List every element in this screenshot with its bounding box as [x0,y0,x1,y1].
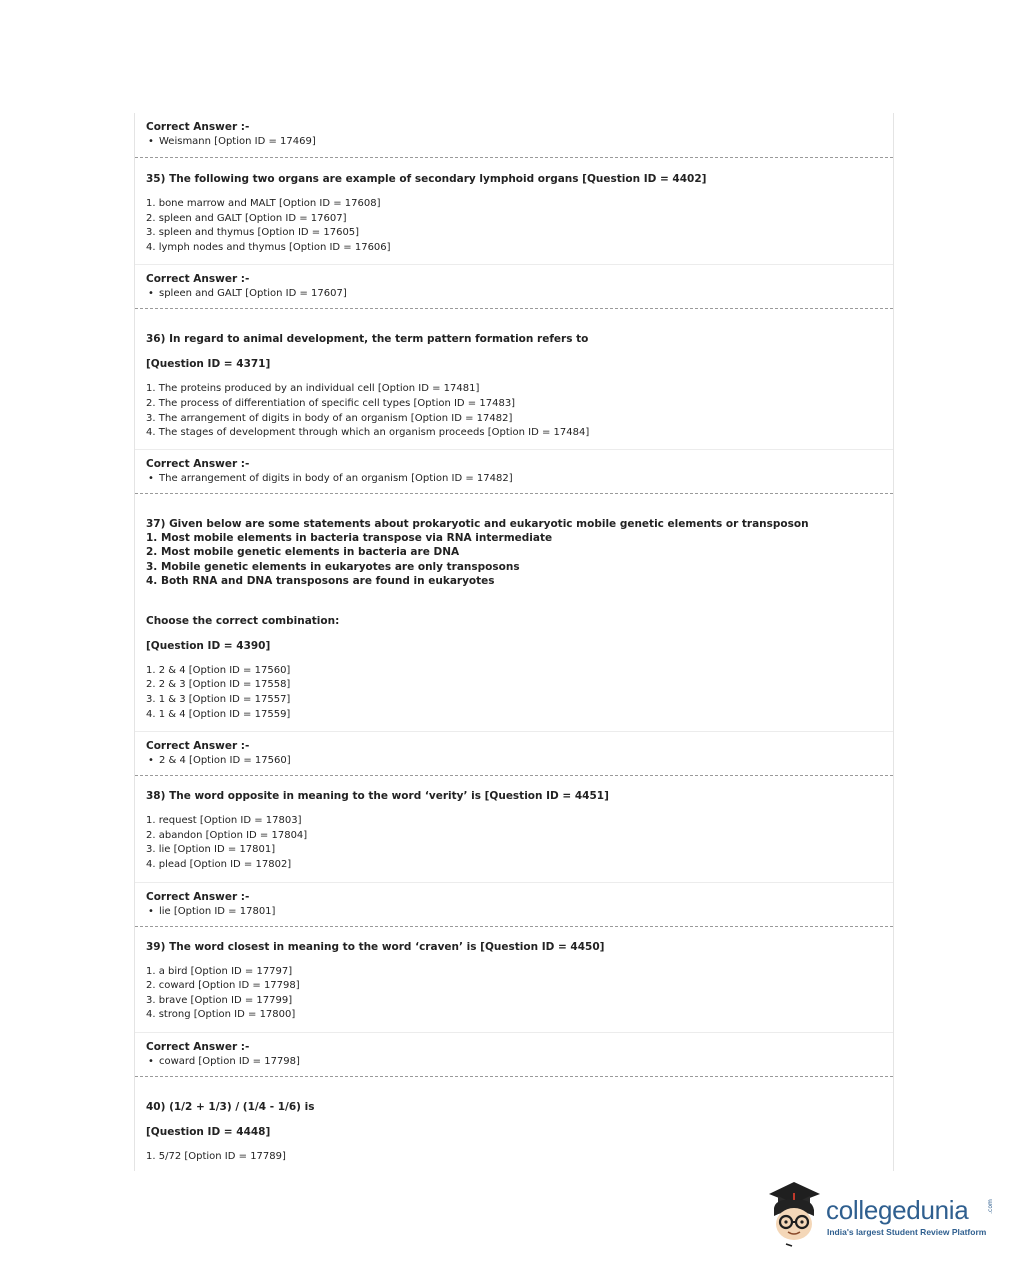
option-4: 4. 1 & 4 [Option ID = 17559] [146,708,291,720]
option-2: 2. 2 & 3 [Option ID = 17558] [146,679,291,691]
option-1: 1. request [Option ID = 17803] [146,815,302,827]
option-1: 1. The proteins produced by an individual cell [Option ID = 17481] [146,383,480,395]
option-2: 2. abandon [Option ID = 17804] [146,829,308,841]
answer-label: Correct Answer :- [146,1040,250,1053]
question-40 [135,1077,893,1165]
answer-value: • coward [Option ID = 17798] [146,1054,882,1070]
answer-label: Correct Answer :- [146,890,250,903]
question-text: 40) (1/2 + 1/3) / (1/4 - 1/6) is [146,1100,315,1113]
question-text: 36) In regard to animal development, the term pattern formation refers to [146,333,589,346]
option-3: 3. The arrangement of digits in body of an organism [Option ID = 17482] [146,412,513,424]
question-36 [135,309,893,440]
brand-name: collegedunia [826,1195,969,1225]
option-1: 1. bone marrow and MALT [Option ID = 17608] [146,198,381,209]
answer-value: • spleen and GALT [Option ID = 17607] [146,286,882,302]
option-3: 3. 1 & 3 [Option ID = 17557] [146,693,291,705]
question-id: [Question ID = 4448] [146,1125,271,1138]
question-39 [135,927,893,1023]
question-35 [135,158,893,255]
question-id: [Question ID = 4390] [146,639,271,652]
option-2: 2. The process of differentiation of specific cell types [Option ID = 17483] [146,397,516,409]
answer-block-35 [135,265,893,301]
option-2: 2. coward [Option ID = 17798] [146,980,300,992]
question-text: 37) Given below are some statements about prokaryotic and eukaryotic mobile genetic elements or transposon [146,517,809,530]
question-id: [Question ID = 4371] [146,358,271,371]
option-1: 1. 2 & 4 [Option ID = 17560] [146,664,291,676]
question-text: 35) The following two organs are example of secondary lymphoid organs [Question ID = 4402] [146,173,707,185]
question-38 [135,776,893,872]
option-4: 4. lymph nodes and thymus [Option ID = 17606] [146,241,391,253]
option-3: 3. spleen and thymus [Option ID = 17605] [146,227,360,239]
answer-label: Correct Answer :- [146,457,250,470]
statement-3: 3. Mobile genetic elements in eukaryotes are only transposons [146,560,520,573]
option-4: 4. The stages of development through which an organism proceeds [Option ID = 17484] [146,427,590,439]
answer-value: • Weismann [Option ID = 17469] [146,134,882,150]
statement-1: 1. Most mobile elements in bacteria transpose via RNA intermediate [146,531,553,544]
statement-2: 2. Most mobile genetic elements in bacteria are DNA [146,546,460,559]
option-4: 4. plead [Option ID = 17802] [146,858,292,870]
option-4: 4. strong [Option ID = 17800] [146,1009,296,1021]
answer-label: Correct Answer :- [146,121,250,133]
option-3: 3. lie [Option ID = 17801] [146,844,276,856]
option-1: 1. a bird [Option ID = 17797] [146,965,293,977]
answer-label: Correct Answer :- [146,273,250,286]
brand-domain: .com [986,1199,994,1214]
option-3: 3. brave [Option ID = 17799] [146,994,293,1006]
question-text: 39) The word closest in meaning to the word ‘craven’ is [Question ID = 4450] [146,940,605,953]
statement-4: 4. Both RNA and DNA transposons are found in eukaryotes [146,575,495,588]
answer-block-36 [135,450,893,486]
question-instruction: Choose the correct combination: [146,614,340,627]
question-text: 38) The word opposite in meaning to the word ‘verity’ is [Question ID = 4451] [146,790,609,803]
answer-label: Correct Answer :- [146,740,250,753]
question-37 [135,494,893,722]
answer-block-39 [135,1033,893,1069]
answer-block-38 [135,883,893,919]
answer-value: • lie [Option ID = 17801] [146,904,882,920]
question-paper [134,113,894,1171]
answer-value: • 2 & 4 [Option ID = 17560] [146,753,882,769]
option-1: 1. 5/72 [Option ID = 17789] [146,1150,286,1162]
answer-block-37 [135,732,893,768]
answer-block-34 [135,113,893,149]
brand-tagline: India's largest Student Review Platform [827,1227,987,1237]
option-2: 2. spleen and GALT [Option ID = 17607] [146,212,347,224]
answer-value: • The arrangement of digits in body of an organism [Option ID = 17482] [146,471,882,487]
